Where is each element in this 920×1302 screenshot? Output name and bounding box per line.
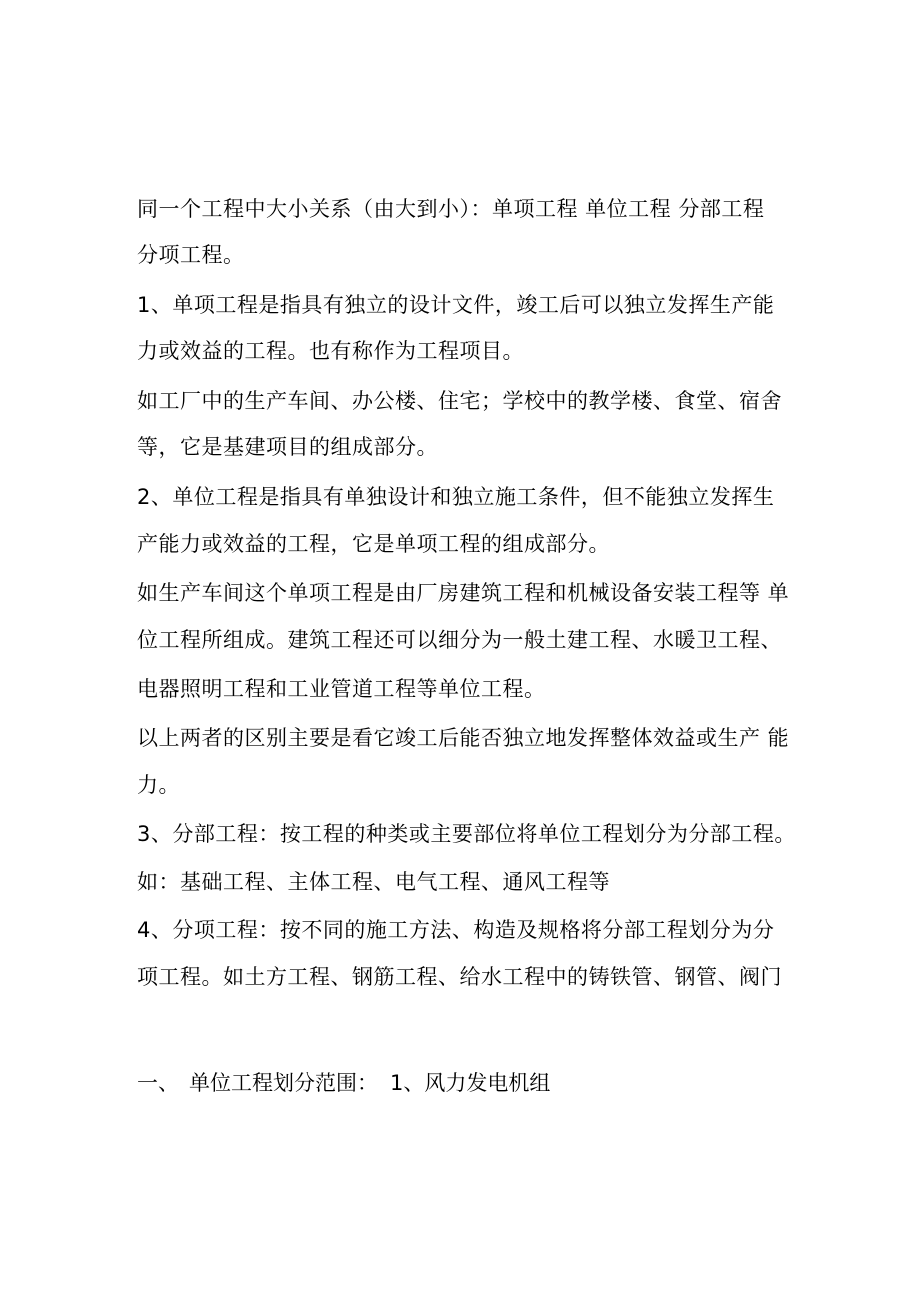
text-line-7: 2、单位工程是指具有单独设计和独立施工条件，但不能独立发挥生 xyxy=(137,485,775,509)
text-line-6: 等，它是基建项目的组成部分。 xyxy=(137,435,438,459)
text-line-3: 1、单项工程是指具有独立的设计文件，竣工后可以独立发挥生产能 xyxy=(137,293,775,317)
text-line-15: 如：基础工程、主体工程、电气工程、通风工程等 xyxy=(137,870,610,894)
text-line-1: 同一个工程中大小关系（由大到小）：单项工程 单位工程 分部工程 xyxy=(137,197,765,221)
section-heading xyxy=(137,1070,550,1096)
text-line-5: 如工厂中的生产车间、办公楼、住宅；学校中的教学楼、食堂、宿舍 xyxy=(137,389,782,413)
text-line-12: 以上两者的区别主要是看它竣工后能否独立地发挥整体效益或生产 能 xyxy=(137,726,790,750)
section-item: 1、风力发电机组 xyxy=(390,1071,551,1095)
text-line-10: 位工程所组成。建筑工程还可以细分为一般土建工程、水暖卫工程、 xyxy=(137,628,782,652)
section-number: 一、 xyxy=(137,1071,179,1095)
text-line-9: 如生产车间这个单项工程是由厂房建筑工程和机械设备安装工程等 单 xyxy=(137,581,790,605)
text-line-11: 电器照明工程和工业管道工程等单位工程。 xyxy=(137,677,546,701)
text-line-16: 4、分项工程：按不同的施工方法、构造及规格将分部工程划分为分 xyxy=(137,918,775,942)
text-line-13: 力。 xyxy=(137,773,180,797)
section-label: 单位工程划分范围： xyxy=(189,1071,378,1095)
text-line-8: 产能力或效益的工程，它是单项工程的组成部分。 xyxy=(137,532,610,556)
text-line-4: 力或效益的工程。也有称作为工程项目。 xyxy=(137,339,524,363)
text-line-14: 3、分部工程：按工程的种类或主要部位将单位工程划分为分部工程。 xyxy=(137,822,796,846)
text-line-17: 项工程。如土方工程、钢筋工程、给水工程中的铸铁管、钢管、阀门 xyxy=(137,965,782,989)
text-line-2: 分项工程。 xyxy=(137,243,245,267)
